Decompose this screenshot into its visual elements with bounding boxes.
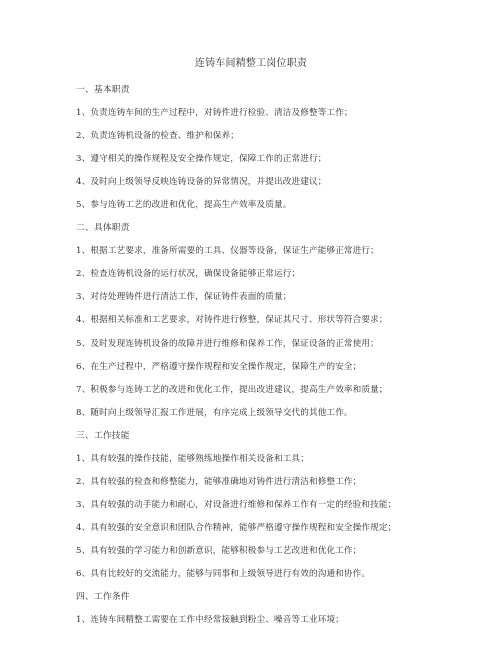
list-item: 7、积极参与连铸工艺的改进和优化工作，提出改进建议，提高生产效率和质量； [76, 384, 388, 395]
list-item: 2、检查连铸机设备的运行状况，确保设备能够正常运行； [76, 269, 301, 280]
section-heading: 二、具体职责 [76, 223, 130, 234]
list-item: 1、负责连铸车间的生产过程中，对铸件进行检验、清洁及修整等工作； [76, 108, 353, 119]
list-item: 8、随时向上级领导汇报工作进展，有序完成上级领导交代的其他工作。 [76, 407, 353, 418]
list-item: 1、根据工艺要求，准备所需要的工具、仪器等设备，保证生产能够正常进行； [76, 246, 379, 257]
list-item: 3、对待处理铸件进行清洁工作，保证铸件表面的质量； [76, 292, 292, 303]
list-item: 3、具有较强的动手能力和耐心，对设备进行维修和保养工作有一定的经验和技能； [76, 499, 397, 510]
section-heading: 四、工作条件 [76, 592, 130, 603]
document-body [76, 79, 436, 632]
list-item: 1、连铸车间精整工需要在工作中经常接触到粉尘、噪音等工业环境； [76, 615, 344, 626]
document-title: 连铸车间精整工岗位职责 [194, 58, 308, 69]
list-item: 5、参与连铸工艺的改进和优化，提高生产效率及质量。 [76, 200, 292, 211]
list-item: 4、及时向上级领导反映连铸设备的异常情况，并提出改进建议； [76, 177, 327, 188]
section-heading: 一、基本职责 [76, 85, 130, 95]
list-item: 2、负责连铸机设备的检查、维护和保养； [76, 131, 240, 142]
list-item: 4、根据相关标准和工艺要求，对铸件进行修整，保证其尺寸、形状等符合要求； [76, 315, 388, 326]
list-item: 6、具有比较好的交流能力，能够与同事和上级领导进行有效的沟通和协作。 [76, 568, 371, 579]
list-item: 1、具有较强的操作技能，能够熟练地操作相关设备和工具； [76, 453, 309, 464]
list-item: 3、遵守相关的操作规程及安全操作规定，保障工作的正常进行； [76, 154, 327, 165]
list-item: 6、在生产过程中，严格遵守操作规程和安全操作规定，保障生产的安全； [76, 361, 362, 372]
list-item: 2、具有较强的检查和修整能力，能够准确地对铸件进行清洁和修整工作； [76, 476, 362, 487]
list-item: 5、及时发现连铸机设备的故障并进行维修和保养工作，保证设备的正常使用； [76, 338, 379, 349]
list-item: 4、具有较强的安全意识和团队合作精神，能够严格遵守操作规程和安全操作规定； [76, 522, 397, 533]
section-heading: 三、工作技能 [76, 430, 130, 441]
list-item: 5、具有较强的学习能力和创新意识，能够积极参与工艺改进和优化工作； [76, 545, 362, 556]
